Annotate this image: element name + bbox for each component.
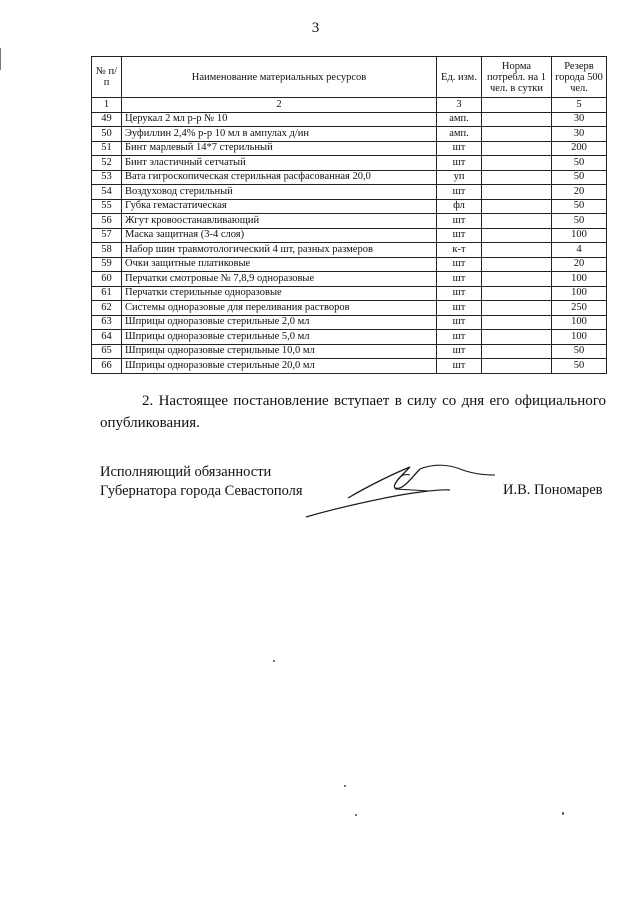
- row-reserve: 200: [552, 141, 607, 156]
- row-unit: шт: [437, 344, 482, 359]
- signer-title-line2: Губернатора города Севастополя: [100, 483, 303, 499]
- table-row: [92, 185, 607, 200]
- row-unit: шт: [437, 359, 482, 374]
- row-num: 55: [92, 199, 122, 214]
- row-num: 63: [92, 315, 122, 330]
- row-reserve: 20: [552, 185, 607, 200]
- row-norm: [482, 127, 552, 142]
- row-num: 49: [92, 112, 122, 127]
- table-row: [92, 141, 607, 156]
- row-num: 58: [92, 243, 122, 258]
- row-unit: шт: [437, 286, 482, 301]
- row-name: Очки защитные платиковые: [122, 257, 437, 272]
- column-index-cell: 3: [437, 98, 482, 113]
- row-norm: [482, 272, 552, 287]
- row-num: 65: [92, 344, 122, 359]
- table-row: [92, 228, 607, 243]
- table-row: [92, 243, 607, 258]
- row-reserve: 4: [552, 243, 607, 258]
- row-norm: [482, 199, 552, 214]
- table-row: [92, 156, 607, 171]
- row-unit: амп.: [437, 112, 482, 127]
- row-unit: шт: [437, 315, 482, 330]
- table-header-row: [92, 57, 607, 98]
- row-unit: шт: [437, 156, 482, 171]
- row-norm: [482, 359, 552, 374]
- row-name: Шприцы одноразовые стерильные 10,0 мл: [122, 344, 437, 359]
- row-num: 62: [92, 301, 122, 316]
- row-reserve: 50: [552, 199, 607, 214]
- row-unit: к-т: [437, 243, 482, 258]
- table-row: [92, 315, 607, 330]
- row-norm: [482, 170, 552, 185]
- row-num: 66: [92, 359, 122, 374]
- scan-speck: [273, 660, 275, 662]
- row-reserve: 50: [552, 156, 607, 171]
- row-num: 61: [92, 286, 122, 301]
- row-norm: [482, 344, 552, 359]
- row-norm: [482, 141, 552, 156]
- row-reserve: 100: [552, 286, 607, 301]
- row-reserve: 100: [552, 272, 607, 287]
- row-reserve: 250: [552, 301, 607, 316]
- table-row: [92, 199, 607, 214]
- table-row: [92, 257, 607, 272]
- table-row: [92, 112, 607, 127]
- row-unit: уп: [437, 170, 482, 185]
- row-reserve: 20: [552, 257, 607, 272]
- table-row: [92, 127, 607, 142]
- table-row: [92, 272, 607, 287]
- row-name: Губка гемастатическая: [122, 199, 437, 214]
- row-norm: [482, 257, 552, 272]
- row-name: Шприцы одноразовые стерильные 2,0 мл: [122, 315, 437, 330]
- table-row: [92, 359, 607, 374]
- signer-title-line1: Исполняющий обязанности: [100, 464, 272, 480]
- row-num: 53: [92, 170, 122, 185]
- scan-speck: [562, 812, 564, 815]
- row-num: 51: [92, 141, 122, 156]
- row-reserve: 100: [552, 228, 607, 243]
- row-unit: шт: [437, 257, 482, 272]
- table-row: [92, 301, 607, 316]
- body-paragraph: 2. Настоящее постановление вступает в силу со дня его официального опубликования.: [100, 393, 606, 431]
- table-row: [92, 330, 607, 345]
- row-name: Эуфиллин 2,4% р-р 10 мл в ампулах д/ин: [122, 127, 437, 142]
- row-name: Бинт марлевый 14*7 стерильный: [122, 141, 437, 156]
- row-unit: амп.: [437, 127, 482, 142]
- row-norm: [482, 243, 552, 258]
- column-index-row: [92, 98, 607, 113]
- row-reserve: 50: [552, 359, 607, 374]
- row-norm: [482, 214, 552, 229]
- row-name: Перчатки смотровые № 7,8,9 одноразовые: [122, 272, 437, 287]
- row-num: 50: [92, 127, 122, 142]
- row-unit: шт: [437, 330, 482, 345]
- row-norm: [482, 286, 552, 301]
- row-unit: шт: [437, 185, 482, 200]
- table-row: [92, 170, 607, 185]
- scan-speck: [355, 814, 357, 816]
- column-index-cell: 2: [122, 98, 437, 113]
- table-row: [92, 286, 607, 301]
- row-num: 60: [92, 272, 122, 287]
- row-num: 59: [92, 257, 122, 272]
- row-name: Набор шин травмотологический 4 шт, разных размеров: [122, 243, 437, 258]
- row-unit: шт: [437, 214, 482, 229]
- column-index-cell: [482, 98, 552, 113]
- row-norm: [482, 330, 552, 345]
- column-index-cell: 1: [92, 98, 122, 113]
- row-num: 54: [92, 185, 122, 200]
- row-name: Жгут кровоостанавливающий: [122, 214, 437, 229]
- scan-speck: [344, 785, 346, 787]
- row-num: 56: [92, 214, 122, 229]
- row-norm: [482, 228, 552, 243]
- header-name: Наименование материальных ресурсов: [122, 57, 437, 98]
- row-reserve: 30: [552, 112, 607, 127]
- row-unit: шт: [437, 301, 482, 316]
- page-number: 3: [311, 20, 320, 36]
- row-reserve: 50: [552, 170, 607, 185]
- row-norm: [482, 315, 552, 330]
- row-num: 64: [92, 330, 122, 345]
- row-norm: [482, 185, 552, 200]
- header-norm: Норма потребл. на 1 чел. в сутки: [482, 57, 552, 98]
- row-norm: [482, 156, 552, 171]
- header-unit: Ед. изм.: [437, 57, 482, 98]
- header-num: № п/п: [92, 57, 122, 98]
- row-name: Бинт эластичный сетчатый: [122, 156, 437, 171]
- row-name: Церукал 2 мл р-р № 10: [122, 112, 437, 127]
- resources-table: [91, 56, 607, 374]
- row-num: 52: [92, 156, 122, 171]
- signer-name: И.В. Пономарев: [503, 482, 603, 498]
- header-reserve: Резерв города 500 чел.: [552, 57, 607, 98]
- row-unit: шт: [437, 141, 482, 156]
- row-num: 57: [92, 228, 122, 243]
- signature-block: [100, 463, 303, 501]
- row-name: Маска защитная (3-4 слоя): [122, 228, 437, 243]
- row-reserve: 50: [552, 214, 607, 229]
- row-name: Воздуховод стерильный: [122, 185, 437, 200]
- row-unit: шт: [437, 272, 482, 287]
- row-norm: [482, 301, 552, 316]
- table-row: [92, 214, 607, 229]
- margin-mark: [0, 48, 1, 70]
- column-index-cell: 5: [552, 98, 607, 113]
- row-name: Вата гигроскопическая стерильная расфасованная 20,0: [122, 170, 437, 185]
- row-reserve: 50: [552, 344, 607, 359]
- row-name: Шприцы одноразовые стерильные 5,0 мл: [122, 330, 437, 345]
- row-norm: [482, 112, 552, 127]
- row-unit: шт: [437, 228, 482, 243]
- row-reserve: 30: [552, 127, 607, 142]
- table-row: [92, 344, 607, 359]
- row-unit: фл: [437, 199, 482, 214]
- row-name: Шприцы одноразовые стерильные 20,0 мл: [122, 359, 437, 374]
- row-reserve: 100: [552, 330, 607, 345]
- row-name: Перчатки стерильные одноразовые: [122, 286, 437, 301]
- row-reserve: 100: [552, 315, 607, 330]
- row-name: Системы одноразовые для переливания растворов: [122, 301, 437, 316]
